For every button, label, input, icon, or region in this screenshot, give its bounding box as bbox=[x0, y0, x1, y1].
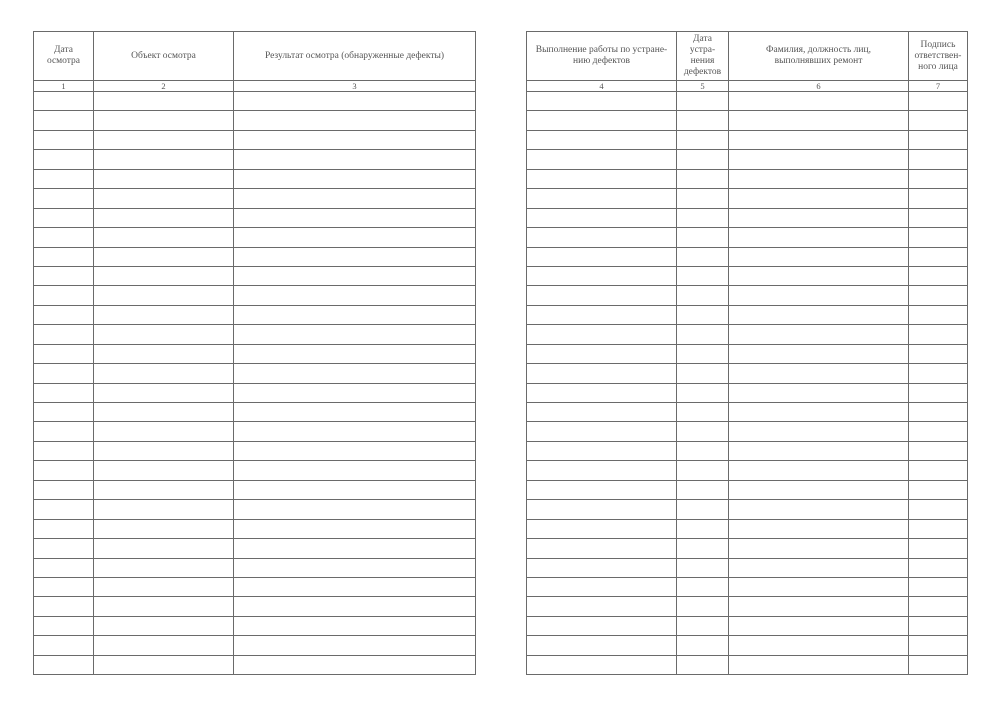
table-cell bbox=[677, 169, 729, 188]
table-row bbox=[527, 150, 968, 169]
table-body bbox=[527, 92, 968, 675]
table-cell bbox=[677, 558, 729, 577]
table-row bbox=[527, 247, 968, 266]
table-cell bbox=[729, 228, 909, 247]
table-row bbox=[527, 305, 968, 324]
table-cell bbox=[234, 189, 476, 208]
table-cell bbox=[909, 500, 968, 519]
table-cell bbox=[729, 383, 909, 402]
table-cell bbox=[34, 403, 94, 422]
column-number: 2 bbox=[94, 81, 234, 92]
table-cell bbox=[34, 597, 94, 616]
table-cell bbox=[94, 500, 234, 519]
table-cell bbox=[94, 461, 234, 480]
table-cell bbox=[909, 655, 968, 674]
table-cell bbox=[527, 169, 677, 188]
table-cell bbox=[729, 597, 909, 616]
table-cell bbox=[234, 616, 476, 635]
table-cell bbox=[729, 111, 909, 130]
table-row bbox=[34, 655, 476, 674]
table-cell bbox=[234, 539, 476, 558]
table-row bbox=[34, 266, 476, 285]
table-cell bbox=[94, 325, 234, 344]
table-cell bbox=[909, 92, 968, 111]
table-cell bbox=[234, 208, 476, 227]
table-cell bbox=[527, 441, 677, 460]
table-cell bbox=[909, 577, 968, 596]
table-cell bbox=[677, 92, 729, 111]
header-inspection-result: Результат осмотра (обнаруженные дефекты) bbox=[234, 32, 476, 81]
table-cell bbox=[729, 480, 909, 499]
table-row bbox=[527, 480, 968, 499]
table-row bbox=[527, 519, 968, 538]
table-row bbox=[34, 441, 476, 460]
table-row bbox=[527, 169, 968, 188]
table-cell bbox=[94, 364, 234, 383]
table-cell bbox=[34, 247, 94, 266]
table-cell bbox=[94, 636, 234, 655]
table-cell bbox=[909, 597, 968, 616]
table-cell bbox=[527, 655, 677, 674]
table-cell bbox=[729, 305, 909, 324]
table-cell bbox=[34, 150, 94, 169]
table-cell bbox=[527, 305, 677, 324]
table-cell bbox=[729, 169, 909, 188]
table-cell bbox=[234, 228, 476, 247]
table-cell bbox=[729, 403, 909, 422]
table-cell bbox=[94, 208, 234, 227]
table-cell bbox=[234, 422, 476, 441]
table-cell bbox=[234, 403, 476, 422]
table-cell bbox=[94, 169, 234, 188]
table-cell bbox=[729, 266, 909, 285]
table-cell bbox=[234, 441, 476, 460]
table-cell bbox=[234, 636, 476, 655]
table-cell bbox=[729, 208, 909, 227]
table-cell bbox=[909, 247, 968, 266]
table-cell bbox=[34, 500, 94, 519]
table-row bbox=[34, 558, 476, 577]
table-cell bbox=[527, 616, 677, 635]
table-cell bbox=[677, 364, 729, 383]
table-cell bbox=[527, 577, 677, 596]
table-cell bbox=[527, 636, 677, 655]
table-cell bbox=[677, 228, 729, 247]
table-cell bbox=[677, 305, 729, 324]
table-row bbox=[527, 344, 968, 363]
table-cell bbox=[909, 616, 968, 635]
column-number: 4 bbox=[527, 81, 677, 92]
repair-log-table bbox=[526, 31, 968, 675]
table-cell bbox=[94, 539, 234, 558]
table-cell bbox=[909, 130, 968, 149]
table-cell bbox=[909, 325, 968, 344]
column-number-row bbox=[527, 81, 968, 92]
table-cell bbox=[909, 189, 968, 208]
table-row bbox=[527, 189, 968, 208]
table-cell bbox=[234, 577, 476, 596]
table-cell bbox=[729, 189, 909, 208]
column-number: 5 bbox=[677, 81, 729, 92]
table-cell bbox=[34, 208, 94, 227]
table-cell bbox=[527, 403, 677, 422]
table-row bbox=[527, 403, 968, 422]
table-cell bbox=[34, 383, 94, 402]
table-cell bbox=[94, 383, 234, 402]
table-row bbox=[527, 266, 968, 285]
table-cell bbox=[234, 500, 476, 519]
header-row bbox=[34, 32, 476, 81]
table-cell bbox=[34, 325, 94, 344]
table-cell bbox=[677, 636, 729, 655]
table-row bbox=[34, 92, 476, 111]
table-row bbox=[34, 403, 476, 422]
table-cell bbox=[527, 519, 677, 538]
table-row bbox=[34, 519, 476, 538]
table-cell bbox=[909, 208, 968, 227]
header-repair-personnel: Фамилия, должность лиц, выполнявших ремонт bbox=[729, 32, 909, 81]
table-cell bbox=[34, 92, 94, 111]
table-cell bbox=[527, 461, 677, 480]
table-cell bbox=[234, 130, 476, 149]
table-cell bbox=[34, 422, 94, 441]
table-cell bbox=[729, 519, 909, 538]
table-cell bbox=[909, 461, 968, 480]
table-cell bbox=[34, 539, 94, 558]
table-row bbox=[527, 577, 968, 596]
table-cell bbox=[729, 130, 909, 149]
table-row bbox=[527, 286, 968, 305]
table-cell bbox=[729, 150, 909, 169]
table-cell bbox=[34, 577, 94, 596]
table-row bbox=[34, 539, 476, 558]
table-cell bbox=[94, 266, 234, 285]
table-cell bbox=[34, 519, 94, 538]
table-cell bbox=[234, 655, 476, 674]
table-cell bbox=[94, 130, 234, 149]
table-cell bbox=[677, 500, 729, 519]
table-cell bbox=[34, 558, 94, 577]
table-cell bbox=[527, 383, 677, 402]
table-cell bbox=[94, 616, 234, 635]
table-cell bbox=[909, 636, 968, 655]
table-cell bbox=[729, 92, 909, 111]
table-cell bbox=[677, 150, 729, 169]
table-cell bbox=[34, 441, 94, 460]
table-cell bbox=[677, 266, 729, 285]
table-cell bbox=[34, 286, 94, 305]
table-cell bbox=[677, 189, 729, 208]
table-row bbox=[527, 461, 968, 480]
table-cell bbox=[677, 519, 729, 538]
table-cell bbox=[909, 480, 968, 499]
table-row bbox=[34, 325, 476, 344]
table-cell bbox=[677, 403, 729, 422]
table-row bbox=[34, 597, 476, 616]
table-row bbox=[527, 364, 968, 383]
column-number: 3 bbox=[234, 81, 476, 92]
table-cell bbox=[527, 344, 677, 363]
table-cell bbox=[909, 111, 968, 130]
table-cell bbox=[527, 92, 677, 111]
table-cell bbox=[94, 422, 234, 441]
table-row bbox=[34, 344, 476, 363]
column-number: 1 bbox=[34, 81, 94, 92]
table-cell bbox=[234, 480, 476, 499]
table-cell bbox=[234, 597, 476, 616]
table-cell bbox=[94, 403, 234, 422]
table-row bbox=[527, 383, 968, 402]
column-number: 7 bbox=[909, 81, 968, 92]
table-cell bbox=[34, 169, 94, 188]
table-row bbox=[34, 636, 476, 655]
table-cell bbox=[677, 461, 729, 480]
table-cell bbox=[527, 208, 677, 227]
table-cell bbox=[527, 130, 677, 149]
table-row bbox=[527, 422, 968, 441]
table-cell bbox=[677, 344, 729, 363]
table-cell bbox=[729, 286, 909, 305]
table-cell bbox=[909, 519, 968, 538]
table-cell bbox=[909, 364, 968, 383]
table-cell bbox=[234, 150, 476, 169]
table-row bbox=[34, 150, 476, 169]
table-cell bbox=[729, 655, 909, 674]
table-cell bbox=[677, 577, 729, 596]
table-row bbox=[527, 325, 968, 344]
table-cell bbox=[527, 480, 677, 499]
table-cell bbox=[234, 519, 476, 538]
table-cell bbox=[677, 208, 729, 227]
table-cell bbox=[909, 403, 968, 422]
table-cell bbox=[94, 189, 234, 208]
table-cell bbox=[729, 577, 909, 596]
table-cell bbox=[527, 422, 677, 441]
table-cell bbox=[94, 597, 234, 616]
table-cell bbox=[34, 266, 94, 285]
table-row bbox=[34, 364, 476, 383]
table-cell bbox=[909, 305, 968, 324]
table-cell bbox=[527, 539, 677, 558]
table-cell bbox=[729, 364, 909, 383]
table-cell bbox=[677, 422, 729, 441]
table-cell bbox=[234, 266, 476, 285]
table-body bbox=[34, 92, 476, 675]
table-cell bbox=[677, 130, 729, 149]
header-repair-date: Дата устра-нения дефектов bbox=[677, 32, 729, 81]
table-cell bbox=[234, 383, 476, 402]
table-cell bbox=[34, 111, 94, 130]
table-cell bbox=[909, 422, 968, 441]
table-cell bbox=[677, 247, 729, 266]
table-cell bbox=[34, 616, 94, 635]
table-cell bbox=[94, 247, 234, 266]
table-cell bbox=[527, 500, 677, 519]
table-cell bbox=[234, 247, 476, 266]
table-cell bbox=[34, 189, 94, 208]
table-cell bbox=[729, 441, 909, 460]
table-row bbox=[34, 383, 476, 402]
table-row bbox=[34, 305, 476, 324]
table-cell bbox=[527, 325, 677, 344]
table-row bbox=[527, 208, 968, 227]
table-cell bbox=[729, 636, 909, 655]
table-cell bbox=[34, 364, 94, 383]
table-cell bbox=[729, 500, 909, 519]
table-row bbox=[34, 247, 476, 266]
table-cell bbox=[234, 364, 476, 383]
table-cell bbox=[527, 247, 677, 266]
table-cell bbox=[527, 364, 677, 383]
table-cell bbox=[234, 169, 476, 188]
table-cell bbox=[94, 441, 234, 460]
table-cell bbox=[909, 228, 968, 247]
table-cell bbox=[527, 228, 677, 247]
table-cell bbox=[234, 461, 476, 480]
table-cell bbox=[909, 558, 968, 577]
table-row bbox=[34, 228, 476, 247]
table-cell bbox=[234, 92, 476, 111]
table-cell bbox=[909, 441, 968, 460]
table-cell bbox=[527, 111, 677, 130]
table-row bbox=[34, 461, 476, 480]
table-cell bbox=[909, 383, 968, 402]
table-row bbox=[527, 130, 968, 149]
header-inspection-object: Объект осмотра bbox=[94, 32, 234, 81]
table-cell bbox=[729, 344, 909, 363]
table-cell bbox=[729, 461, 909, 480]
table-cell bbox=[94, 111, 234, 130]
header-inspection-date: Дата осмотра bbox=[34, 32, 94, 81]
table-row bbox=[527, 111, 968, 130]
table-row bbox=[34, 422, 476, 441]
table-cell bbox=[234, 325, 476, 344]
table-row bbox=[527, 655, 968, 674]
table-cell bbox=[234, 558, 476, 577]
table-cell bbox=[94, 305, 234, 324]
table-cell bbox=[34, 228, 94, 247]
table-cell bbox=[527, 266, 677, 285]
table-cell bbox=[34, 655, 94, 674]
table-row bbox=[34, 286, 476, 305]
header-row bbox=[527, 32, 968, 81]
table-row bbox=[34, 500, 476, 519]
inspection-log-table bbox=[33, 31, 476, 675]
table-cell bbox=[94, 92, 234, 111]
table-cell bbox=[34, 130, 94, 149]
table-row bbox=[34, 480, 476, 499]
table-row bbox=[527, 539, 968, 558]
table-row bbox=[34, 169, 476, 188]
table-cell bbox=[34, 344, 94, 363]
table-cell bbox=[677, 616, 729, 635]
table-row bbox=[527, 441, 968, 460]
table-cell bbox=[909, 266, 968, 285]
table-row bbox=[527, 597, 968, 616]
table-cell bbox=[729, 558, 909, 577]
table-cell bbox=[94, 655, 234, 674]
table-cell bbox=[34, 636, 94, 655]
table-cell bbox=[909, 344, 968, 363]
table-cell bbox=[677, 480, 729, 499]
table-cell bbox=[909, 169, 968, 188]
table-cell bbox=[677, 655, 729, 674]
table-cell bbox=[527, 150, 677, 169]
table-cell bbox=[94, 558, 234, 577]
table-cell bbox=[34, 305, 94, 324]
table-cell bbox=[677, 325, 729, 344]
table-cell bbox=[94, 519, 234, 538]
table-cell bbox=[729, 247, 909, 266]
table-cell bbox=[729, 422, 909, 441]
table-row bbox=[527, 228, 968, 247]
table-cell bbox=[234, 111, 476, 130]
table-cell bbox=[34, 461, 94, 480]
table-cell bbox=[234, 305, 476, 324]
table-cell bbox=[677, 286, 729, 305]
table-row bbox=[527, 500, 968, 519]
column-number-row bbox=[34, 81, 476, 92]
table-row bbox=[527, 92, 968, 111]
column-number: 6 bbox=[729, 81, 909, 92]
table-cell bbox=[527, 558, 677, 577]
table-cell bbox=[909, 286, 968, 305]
table-cell bbox=[909, 150, 968, 169]
table-cell bbox=[677, 539, 729, 558]
table-cell bbox=[909, 539, 968, 558]
table-row bbox=[34, 111, 476, 130]
table-row bbox=[34, 189, 476, 208]
table-cell bbox=[729, 325, 909, 344]
table-cell bbox=[527, 189, 677, 208]
table-cell bbox=[94, 480, 234, 499]
table-cell bbox=[234, 344, 476, 363]
table-cell bbox=[34, 480, 94, 499]
table-cell bbox=[677, 441, 729, 460]
table-cell bbox=[677, 383, 729, 402]
table-row bbox=[527, 558, 968, 577]
table-cell bbox=[234, 286, 476, 305]
table-cell bbox=[729, 616, 909, 635]
table-row bbox=[34, 577, 476, 596]
table-cell bbox=[729, 539, 909, 558]
header-defect-repair-work: Выполнение работы по устране-нию дефектов bbox=[527, 32, 677, 81]
table-cell bbox=[94, 286, 234, 305]
table-cell bbox=[94, 228, 234, 247]
table-row bbox=[34, 130, 476, 149]
header-responsible-signature: Подпись ответствен-ного лица bbox=[909, 32, 968, 81]
table-cell bbox=[527, 286, 677, 305]
table-row bbox=[527, 636, 968, 655]
table-cell bbox=[677, 111, 729, 130]
table-cell bbox=[94, 150, 234, 169]
table-row bbox=[34, 616, 476, 635]
table-cell bbox=[677, 597, 729, 616]
table-cell bbox=[94, 577, 234, 596]
table-cell bbox=[527, 597, 677, 616]
table-row bbox=[34, 208, 476, 227]
table-cell bbox=[94, 344, 234, 363]
table-row bbox=[527, 616, 968, 635]
